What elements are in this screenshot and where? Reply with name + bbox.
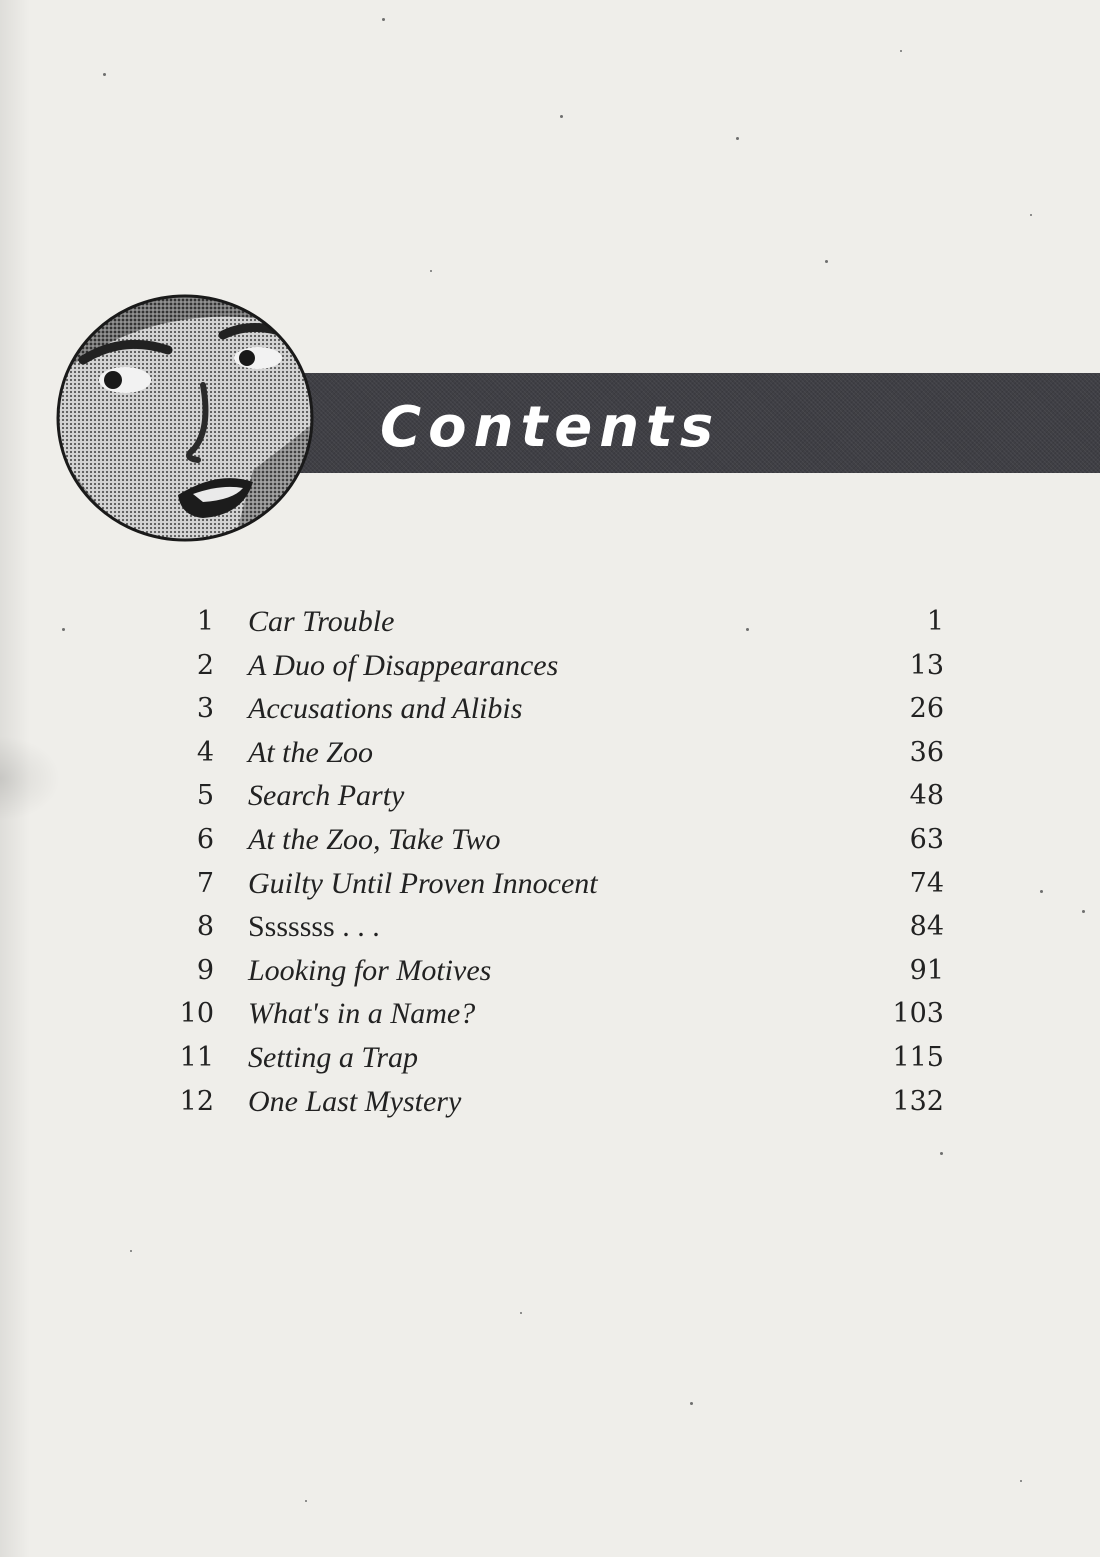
toc-entry <box>170 949 950 993</box>
toc-entry <box>170 600 950 644</box>
chapter-title: A Duo of Disappearances <box>248 648 559 682</box>
chapter-number: 8 <box>196 911 214 943</box>
chapter-number: 3 <box>196 693 214 725</box>
table-of-contents <box>170 600 950 1123</box>
paper-speck <box>103 73 106 76</box>
chapter-number: 11 <box>179 1041 214 1073</box>
paper-speck <box>430 270 432 272</box>
chapter-page: 103 <box>892 998 944 1030</box>
chapter-title: What's in a Name? <box>248 997 476 1031</box>
chapter-number: 5 <box>196 780 214 812</box>
chapter-title: Looking for Motives <box>248 953 492 987</box>
chapter-number: 7 <box>196 867 214 899</box>
chapter-number: 10 <box>179 998 214 1030</box>
paper-speck <box>1030 214 1032 216</box>
page-title: Contents <box>380 395 721 460</box>
paper-speck <box>560 115 563 118</box>
chapter-page: 74 <box>909 867 944 899</box>
chapter-page: 1 <box>926 606 944 637</box>
chapter-page: 26 <box>909 693 944 725</box>
chapter-title: Sssssss . . . <box>248 910 380 944</box>
chapter-page: 84 <box>909 911 944 943</box>
paper-speck <box>1020 1480 1022 1482</box>
halftone-face-icon <box>53 290 317 546</box>
paper-speck <box>736 137 739 140</box>
chapter-page: 91 <box>909 954 944 986</box>
chapter-number: 9 <box>196 954 214 986</box>
chapter-page: 36 <box>909 736 944 768</box>
toc-entry <box>170 818 950 862</box>
paper-speck <box>1082 910 1085 913</box>
paper-speck <box>690 1402 693 1405</box>
paper-speck <box>305 1500 307 1502</box>
paper-speck <box>900 50 902 52</box>
chapter-title: Setting a Trap <box>248 1040 419 1074</box>
toc-entry <box>170 731 950 775</box>
chapter-number: 1 <box>196 606 214 637</box>
chapter-title: Guilty Until Proven Innocent <box>248 866 598 900</box>
chapter-title: One Last Mystery <box>248 1084 462 1118</box>
toc-entry <box>170 905 950 949</box>
paper-speck <box>382 18 385 21</box>
chapter-page: 115 <box>892 1041 944 1073</box>
paper-speck <box>62 628 65 631</box>
paper-speck <box>130 1250 132 1252</box>
toc-entry <box>170 687 950 731</box>
chapter-page: 48 <box>909 780 944 812</box>
toc-entry <box>170 644 950 688</box>
chapter-number: 12 <box>179 1085 214 1117</box>
chapter-title: Search Party <box>248 779 405 813</box>
chapter-title: Car Trouble <box>248 605 395 638</box>
chapter-title: At the Zoo <box>248 735 373 769</box>
chapter-page: 63 <box>909 823 944 855</box>
paper-speck <box>1040 890 1043 893</box>
chapter-title: At the Zoo, Take Two <box>248 822 501 856</box>
toc-entry <box>170 992 950 1036</box>
toc-entry <box>170 1080 950 1124</box>
paper-speck <box>825 260 828 263</box>
chapter-page: 13 <box>909 649 944 681</box>
toc-entry <box>170 1036 950 1080</box>
chapter-number: 4 <box>196 736 214 768</box>
chapter-title: Accusations and Alibis <box>248 692 523 726</box>
toc-entry <box>170 862 950 906</box>
paper-speck <box>520 1312 522 1314</box>
toc-entry <box>170 774 950 818</box>
chapter-number: 6 <box>196 823 214 855</box>
paper-speck <box>940 1152 943 1155</box>
chapter-number: 2 <box>196 649 214 681</box>
chapter-page: 132 <box>892 1085 944 1117</box>
